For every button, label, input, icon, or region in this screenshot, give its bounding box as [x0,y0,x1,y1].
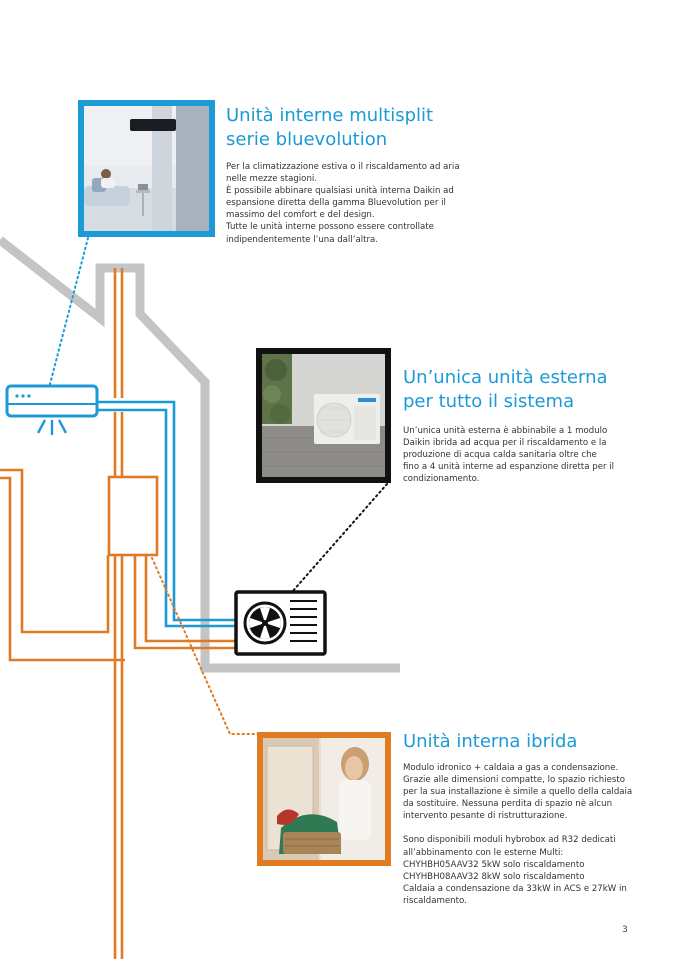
text-line: fino a 4 unità interne ad espanzione diretta per il [403,462,615,473]
title-line: Un’unica unità esterna [403,367,608,388]
text-line: nelle mezze stagioni. [226,174,318,185]
multisplit-photo [78,100,215,237]
text-line: all’abbinamento con le esterne Multi: [403,847,564,858]
hybrid-text [403,762,632,907]
text-line: Caldaia a condensazione da 33kW in ACS e 27kW in [403,883,627,894]
title-line: per tutto il sistema [403,391,575,412]
multisplit-title [226,104,433,152]
outdoor-title [403,366,608,414]
leader-multisplit [50,238,88,384]
text-line: Tutte le unità interne possono essere controllate [226,222,434,233]
text-line: Daikin ibrida ad acqua per il riscaldamento e la [403,438,607,449]
text-line: È possibile abbinare qualsiasi unità interna Daikin ad [226,186,454,197]
text-line: da sostituire. Nessuna perdita di spazio nè alcun [403,799,613,810]
leader-outdoor [292,484,387,592]
text-line: Sono disponibili moduli hybrobox ad R32 dedicati [403,835,616,846]
indoor-ac-unit [7,386,97,435]
text-line: Grazie alle dimensioni compatte, lo spazio richiesto [403,775,625,786]
text-line: per la sua installazione è simile a quello della caldaia [403,787,633,798]
text-line: Modulo idronico + caldaia a gas a condensazione. [403,763,619,773]
text-line: riscaldamento. [403,895,467,906]
text-line: massimo del comfort e del design. [226,210,375,221]
text-line: condizionamento. [403,474,480,485]
outdoor-unit-icon [236,592,325,654]
hybrid-title [403,730,577,754]
title-line: Unità interne multisplit [226,105,434,126]
outdoor-unit-photo [256,348,391,483]
blue-pipes [98,402,236,626]
text-line: produzione di acqua calda sanitaria oltre che [403,450,597,461]
title-line: serie bluevolution [226,129,388,150]
text-line: Un’unica unità esterna è abbinabile a 1 modulo [403,426,608,436]
text-line: espansione diretta della gamma Bluevolution per il [226,198,446,209]
text-line: intervento pesante di ristrutturazione. [403,811,568,822]
text-line: indipendentemente l’una dall’altra. [226,234,378,245]
page-number: 3 [622,925,628,935]
text-line: Per la climatizzazione estiva o il riscaldamento ad aria [226,162,460,172]
outdoor-text [403,425,614,485]
hybrid-unit-photo [257,732,391,866]
title-line: Unità interna ibrida [403,731,578,752]
text-line: CHYHBH08AAV32 8kW solo riscaldamento [403,871,585,882]
multisplit-text [226,161,460,246]
text-line: CHYHBH05AAV32 5kW solo riscaldamento [403,859,585,870]
